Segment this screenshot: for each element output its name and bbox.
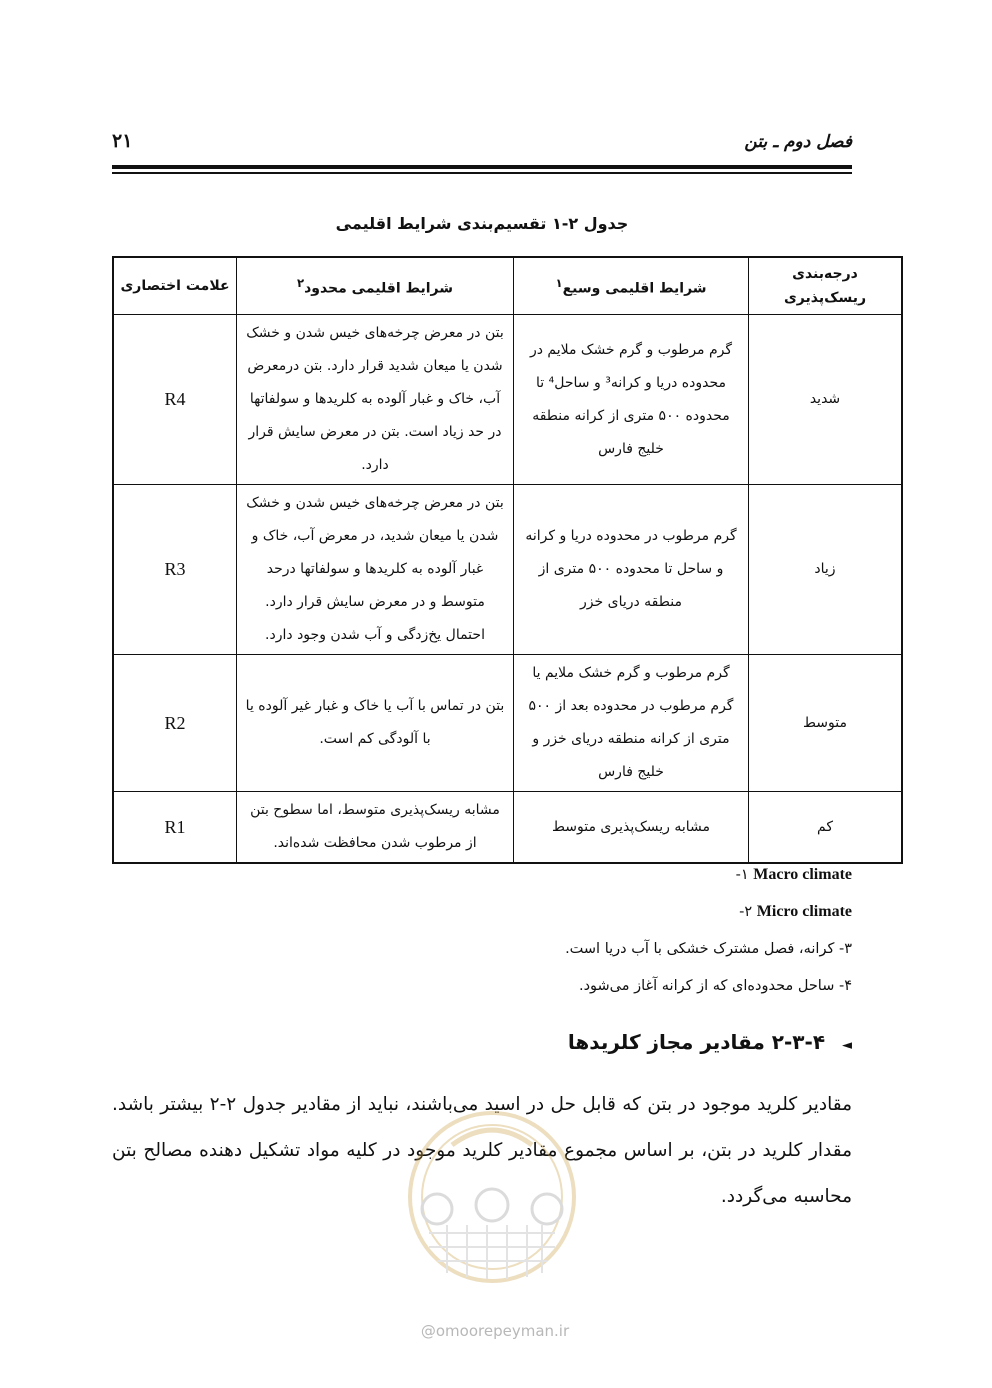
header-rule-thin — [112, 172, 852, 174]
cell-macro: گرم مرطوب در محدوده دریا و کرانه و ساحل تا محدوده ۵۰۰ متری از منطقه دریای خزر — [514, 485, 749, 655]
footnote-number: ۱- — [735, 867, 749, 883]
table-row — [113, 655, 902, 792]
cell-macro: گرم مرطوب و گرم خشک ملایم در محدوده دریا و کرانه³ و ساحل⁴ تا محدوده ۵۰۰ متری از کرانه منطقه خلیج فارس — [514, 315, 749, 485]
header-risk: درجه‌بندی ریسک‌پذیری — [749, 257, 903, 315]
cell-micro: بتن در معرض چرخه‌های خیس شدن و خشک شدن یا میعان شدید قرار دارد. بتن درمعرض آب، خاک و غبار آلوده به کلریدها و سولفاتها در حد زیاد است. بتن در معرض سایش قرار دارد. — [237, 315, 514, 485]
header-macro: شرایط اقلیمی وسیع$^۱$ — [514, 257, 749, 315]
climate-classification-table — [112, 256, 903, 864]
footnote-text: کرانه، فصل مشترک خشکی با آب دریا است. — [565, 941, 835, 957]
cell-micro: بتن در تماس با آب یا خاک و غبار غیر آلوده یا با آلودگی کم است. — [237, 655, 514, 792]
cell-code: R3 — [113, 485, 237, 655]
cell-code: R1 — [113, 792, 237, 864]
cell-risk: شدید — [749, 315, 903, 485]
footnote-ref-1: ۱ — [555, 276, 563, 291]
footnote-4 — [112, 973, 852, 1010]
header-micro: شرایط اقلیمی محدود$^۲$ — [237, 257, 514, 315]
table-row — [113, 792, 902, 864]
cell-macro: گرم مرطوب و گرم خشک ملایم یا گرم مرطوب در محدوده بعد از ۵۰۰ متری از کرانه منطقه دریای خزر و خلیج فارس — [514, 655, 749, 792]
footnote-number: ۳- — [838, 941, 852, 957]
footnote-text: Micro climate — [756, 903, 852, 920]
cell-risk: متوسط — [749, 655, 903, 792]
section-title: ۲-۳-۴ مقادیر مجاز کلریدها — [567, 1030, 826, 1054]
cell-risk: کم — [749, 792, 903, 864]
table-caption: جدول ۲-۱ تقسیم‌بندی شرایط اقلیمی — [335, 214, 629, 233]
footnotes — [112, 862, 852, 1010]
cell-micro: مشابه ریسک‌پذیری متوسط، اما سطوح بتن از مرطوب شدن محافظت شده‌اند. — [237, 792, 514, 864]
cell-macro: مشابه ریسک‌پذیری متوسط — [514, 792, 749, 864]
cell-micro: بتن در معرض چرخه‌های خیس شدن و خشک شدن یا میعان شدید، در معرض آب، خاک و غبار آلوده به کلریدها و سولفاتها درحد متوسط و در معرض سایش قرار دارد. احتمال یخ‌زدگی و آب شدن وجود دارد. — [237, 485, 514, 655]
page-header — [112, 128, 852, 164]
body-paragraph: مقادیر کلرید موجود در بتن که قابل حل در اسید می‌باشند، نباید از مقادیر جدول ۲-۲ بیشتر باشد. مقدار کلرید در بتن، بر اساس مجموع مقادیر کلرید موجود در کلیه مواد تشکیل دهنده مصالح بتن محاسبه می‌گردد. — [112, 1094, 852, 1207]
table-row — [113, 485, 902, 655]
table-header-row — [113, 257, 902, 315]
page-number: ۲۱ — [112, 130, 133, 152]
watermark-website: @omoorepeyman.ir — [420, 1322, 570, 1340]
footnote-text: ساحل محدوده‌ای که از کرانه آغاز می‌شود. — [578, 978, 835, 994]
footnote-1 — [112, 862, 852, 899]
cell-code: R2 — [113, 655, 237, 792]
footnote-text: Macro climate — [753, 866, 852, 883]
header-rule-thick — [112, 165, 852, 169]
header-code: علامت اختصاری — [113, 257, 237, 315]
footnote-3 — [112, 936, 852, 973]
triangle-marker-icon: ◄ — [842, 1038, 852, 1053]
running-title: فصل دوم ـ بتن — [744, 132, 852, 152]
footnote-ref-2: ۲ — [296, 276, 305, 291]
cell-risk: زیاد — [749, 485, 903, 655]
seal-logo-icon — [377, 1105, 607, 1285]
section-heading — [568, 1030, 852, 1054]
cell-code: R4 — [113, 315, 237, 485]
table-row — [113, 315, 902, 485]
footnote-number: ۴- — [838, 978, 852, 994]
footnote-number: ۲- — [739, 904, 753, 920]
footnote-2 — [112, 899, 852, 936]
